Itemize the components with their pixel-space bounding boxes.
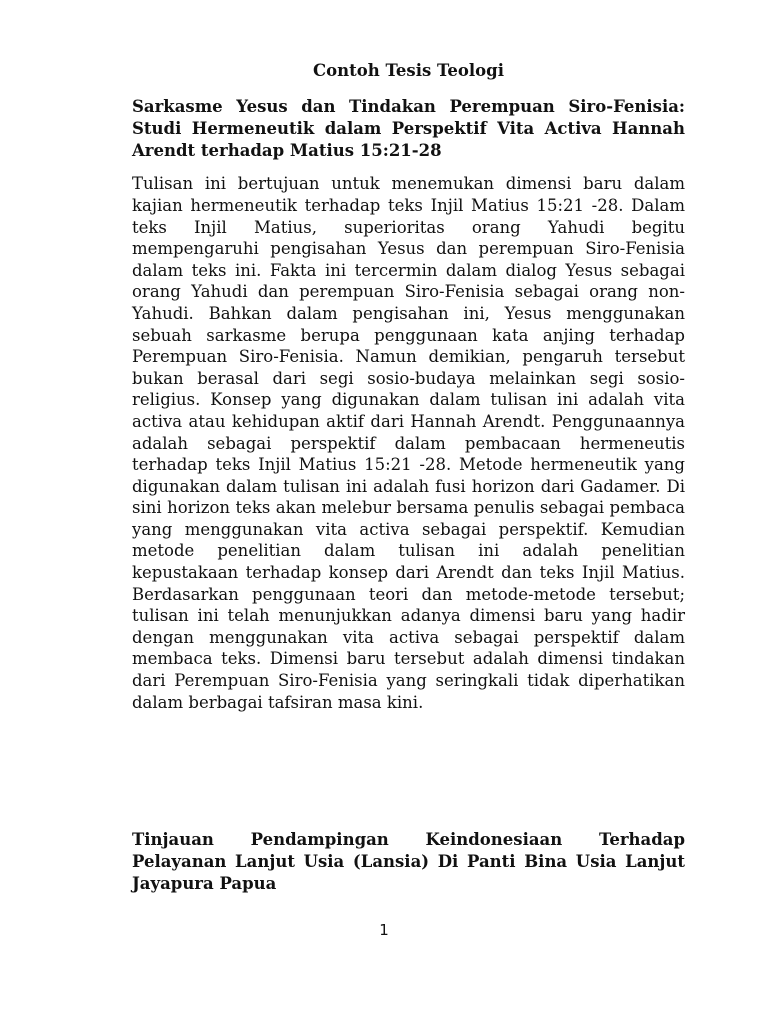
thesis-title: Tinjauan Pendampingan Keindonesiaan Terhadap Pelayanan Lanjut Usia (Lansia) Di Panti Bina Usia Lanjut Jayapura Papua xyxy=(132,830,685,893)
page-number: 1 xyxy=(379,921,389,939)
document-heading: Contoh Tesis Teologi xyxy=(313,61,504,80)
thesis-title: Sarkasme Yesus dan Tindakan Perempuan Siro-Fenisia: Studi Hermeneutik dalam Perspektif Vita Activa Hannah Arendt terhadap Matius 15:21-28 xyxy=(132,97,685,160)
thesis-abstract: Tulisan ini bertujuan untuk menemukan dimensi baru dalam kajian hermeneutik terhadap teks Injil Matius 15:21 -28. Dalam teks Injil Matius, superioritas orang Yahudi begitu mempengaruhi pengisahan Yesus dan perempuan Siro-Fenisia dalam teks ini. Fakta ini tercermin dalam dialog Yesus sebagai orang Yahudi dan perempuan Siro-Fenisia sebagai orang non-Yahudi. Bahkan dalam pengisahan ini, Yesus menggunakan sebuah sarkasme berupa penggunaan kata anjing terhadap Perempuan Siro-Fenisia. Namun demikian, pengaruh tersebut bukan berasal dari segi sosio-budaya melainkan segi sosio-religius. Konsep yang digunakan dalam tulisan ini adalah vita activa atau kehidupan aktif dari Hannah Arendt. Penggunaannya adalah sebagai perspektif dalam pembacaan hermeneutis terhadap teks Injil Matius 15:21 -28. Metode hermeneutik yang digunakan dalam tulisan ini adalah fusi horizon dari Gadamer. Di sini horizon teks akan melebur bersama penulis sebagai pembaca yang menggunakan vita activa sebagai perspektif. Kemudian metode penelitian dalam tulisan ini adalah penelitian kepustakaan terhadap konsep dari Arendt dan teks Injil Matius. Berdasarkan penggunaan teori dan metode-metode tersebut; tulisan ini telah menunjukkan adanya dimensi baru yang hadir dengan menggunakan vita activa sebagai perspektif dalam membaca teks. Dimensi baru tersebut adalah dimensi tindakan dari Perempuan Siro-Fenisia yang seringkali tidak diperhatikan dalam berbagai tafsiran masa kini. xyxy=(132,174,685,712)
document-body xyxy=(132,60,685,713)
